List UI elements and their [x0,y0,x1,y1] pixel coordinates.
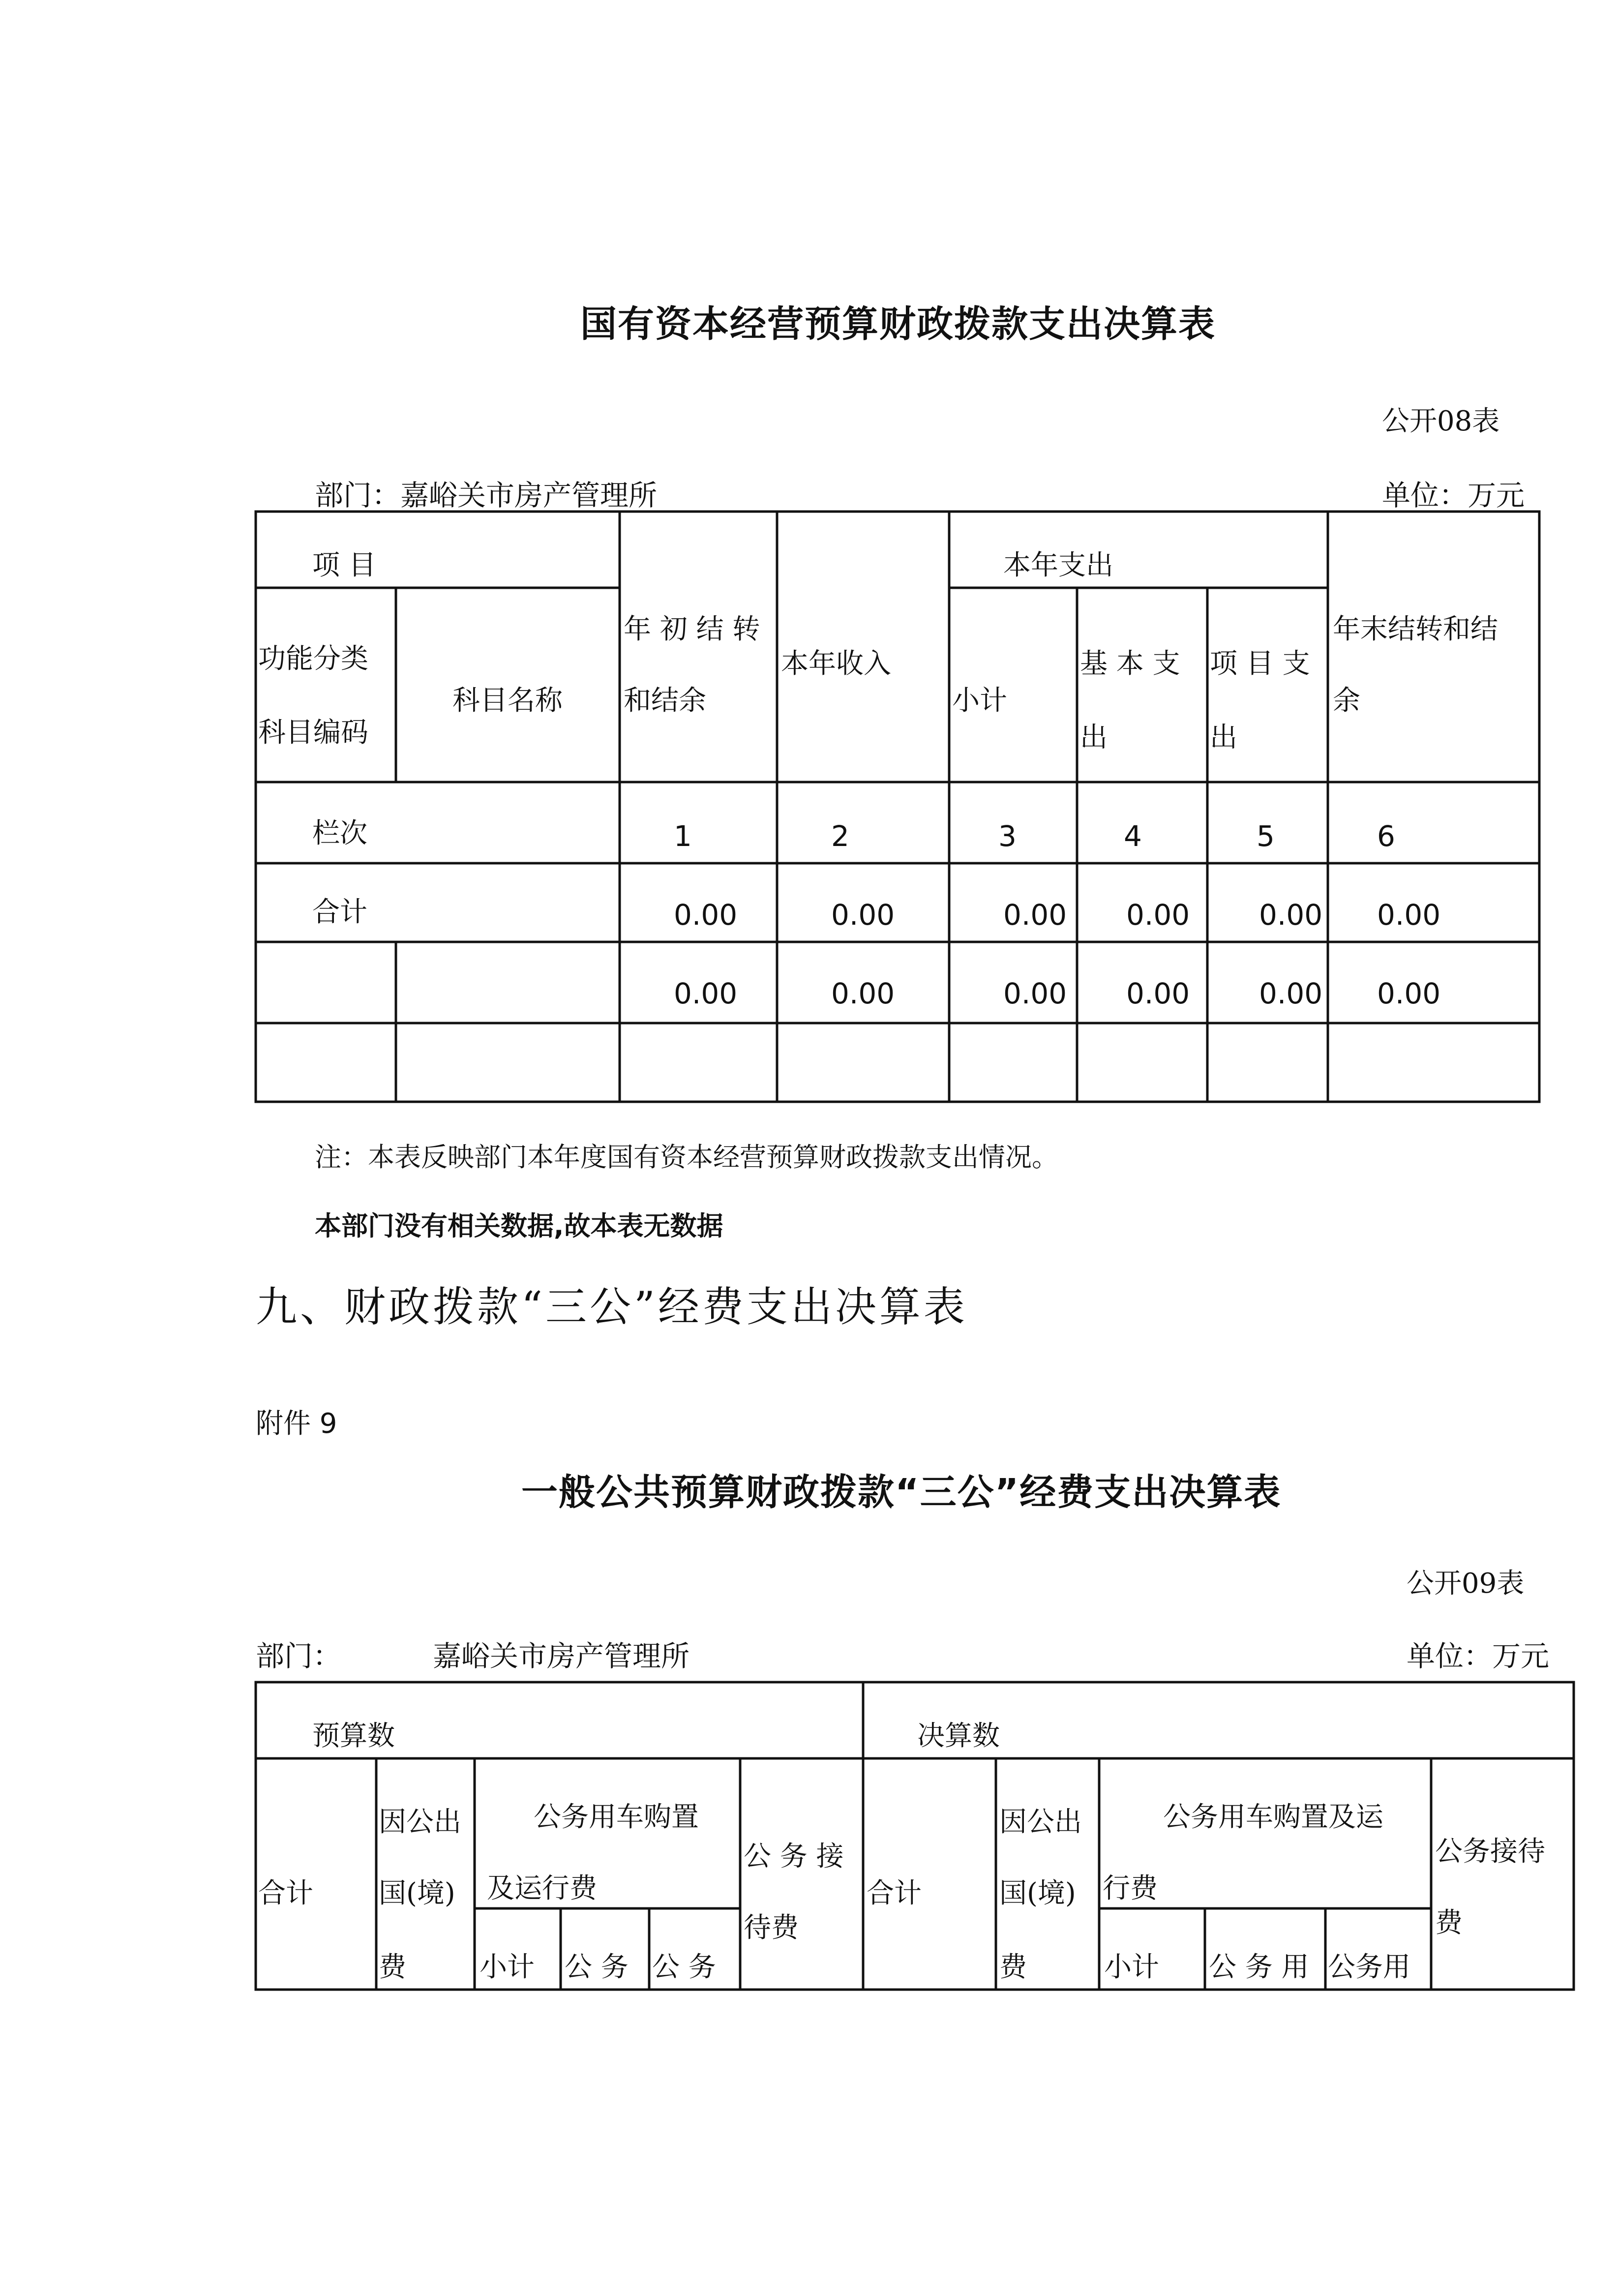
actual-total: 合计 [867,1877,922,1909]
actual-vehicle-line2: 行费 [1103,1873,1158,1904]
header-beginning-balance-line2: 和结余 [624,685,706,717]
data-value: 0.00 [1377,977,1441,1010]
table1-border [256,512,1539,1102]
budget-vehicle-subtotal: 小计 [479,1951,535,1983]
actual-vehicle-line1: 公务用车购置及运 [1163,1801,1383,1833]
table1-note: 注：本表反映部门本年度国有资本经营预算财政拨款支出情况。 [315,1142,1058,1173]
table1-no-data-note: 本部门没有相关数据,故本表无数据 [315,1210,723,1241]
total-value: 0.00 [1126,898,1190,932]
column-number-2: 2 [831,819,849,853]
actual-reception-line1: 公务接待 [1435,1836,1545,1868]
actual-vehicle-purchase: 公 务 用 [1209,1951,1309,1983]
header-this-year-income: 本年收入 [781,648,891,680]
budget-abroad-line1: 因公出 [379,1806,461,1838]
table2-title: 一般公共预算财政拨款“三公”经费支出决算表 [521,1471,1282,1513]
table2-form-number: 公开09表 [1407,1568,1525,1600]
header-this-year-expense: 本年支出 [1003,549,1113,581]
header-func-code-line1: 功能分类 [258,643,368,675]
header-project: 项 目 [312,549,376,581]
data-value: 0.00 [1126,977,1190,1010]
actual-header: 决算数 [917,1720,1000,1752]
column-number-4: 4 [1124,819,1142,853]
total-value: 0.00 [831,898,895,932]
budget-vehicle-purchase: 公 务 [565,1951,629,1983]
actual-abroad-line2: 国(境) [999,1877,1076,1909]
actual-vehicle-subtotal: 小计 [1104,1951,1159,1983]
budget-reception-line2: 待费 [744,1912,799,1944]
header-subject-name: 科目名称 [452,685,563,717]
column-number-5: 5 [1257,819,1275,853]
total-row-label: 合计 [312,896,367,928]
header-subtotal: 小计 [952,685,1007,717]
total-value: 0.00 [1003,898,1067,932]
table2-unit: 单位：万元 [1407,1639,1550,1673]
table1-form-number: 公开08表 [1382,405,1500,437]
data-value: 0.00 [1259,977,1323,1010]
budget-vehicle-line1: 公务用车购置 [534,1801,699,1833]
header-basic-expense-line1: 基 本 支 [1080,648,1180,680]
header-ending-balance-line1: 年末结转和结 [1333,613,1498,645]
header-project-expense-line2: 出 [1210,722,1237,754]
table1-unit: 单位：万元 [1382,479,1525,512]
budget-abroad-line2: 国(境) [379,1877,455,1909]
column-number-1: 1 [674,819,692,853]
header-ending-balance-line2: 余 [1333,685,1360,717]
table1-title: 国有资本经营预算财政拨款支出决算表 [580,303,1216,345]
table2-department-name: 嘉峪关市房产管理所 [433,1639,690,1673]
column-number-3: 3 [998,819,1017,853]
budget-vehicle-line2: 及运行费 [487,1873,597,1904]
actual-vehicle-operation: 公务用 [1328,1951,1410,1983]
section-heading: 九、财政拨款“三公”经费支出决算表 [256,1283,968,1331]
budget-total: 合计 [258,1877,313,1909]
data-value: 0.00 [1003,977,1067,1010]
header-beginning-balance-line1: 年 初 结 转 [624,613,760,645]
actual-abroad-line1: 因公出 [999,1806,1082,1838]
budget-vehicle-operation: 公 务 [652,1951,716,1983]
total-value: 0.00 [1377,898,1441,932]
table2-department-label: 部门： [256,1639,342,1673]
data-value: 0.00 [674,977,738,1010]
attachment-label: 附件 9 [256,1408,337,1440]
column-row-label: 栏次 [312,817,367,849]
actual-reception-line2: 费 [1435,1907,1463,1939]
header-project-expense-line1: 项 目 支 [1210,648,1310,680]
column-number-6: 6 [1377,819,1395,853]
data-value: 0.00 [831,977,895,1010]
actual-abroad-line3: 费 [999,1951,1027,1983]
budget-header: 预算数 [312,1720,395,1752]
table1-department: 部门：嘉峪关市房产管理所 [315,479,658,512]
header-func-code-line2: 科目编码 [258,717,368,749]
total-value: 0.00 [1259,898,1323,932]
header-basic-expense-line2: 出 [1080,722,1108,754]
budget-reception-line1: 公 务 接 [744,1841,844,1873]
total-value: 0.00 [674,898,738,932]
budget-abroad-line3: 费 [379,1951,406,1983]
